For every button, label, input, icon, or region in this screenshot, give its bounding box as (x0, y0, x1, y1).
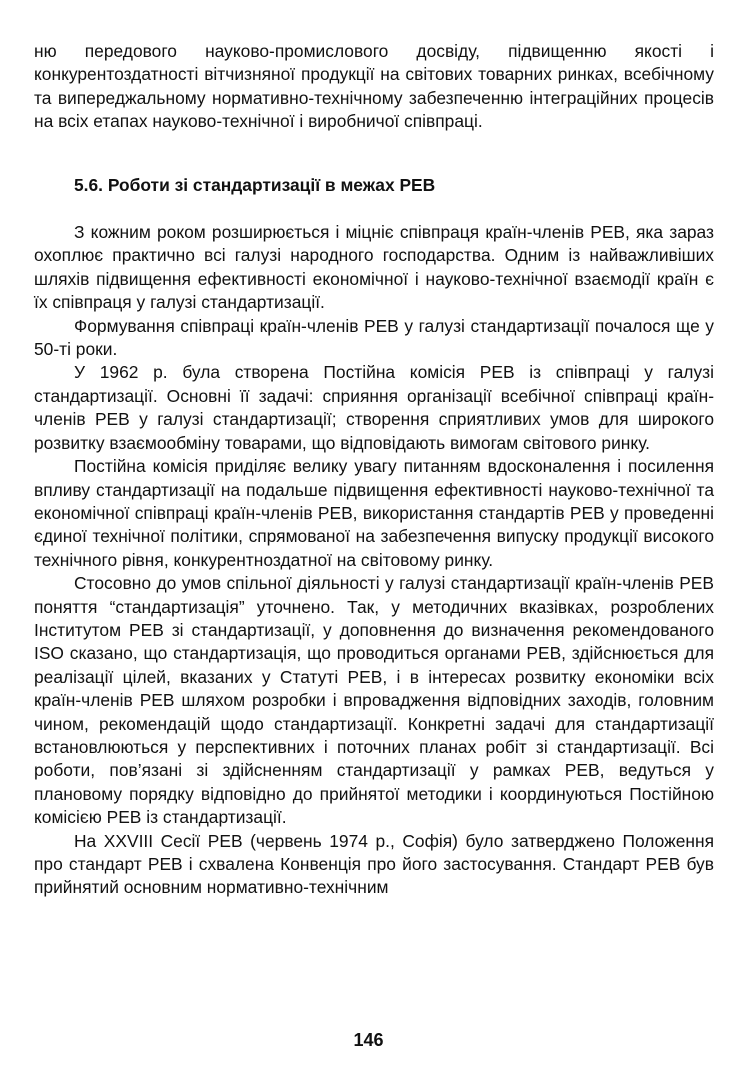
section-title: 5.6. Роботи зі стандартизації в межах РЕВ (74, 174, 436, 195)
text-column (34, 40, 714, 900)
body-paragraph: Постійна комісія приділяє велику увагу питанням вдосконалення і посилення впливу стандартизації на подальше підвищення ефективності науково-технічної та економічної співпраці країн-членів РЕВ, використання стандартів РЕВ у проведенні єдиної технічної політики, спрямованої на забезпечення випуску продукції високого технічного рівня, конкурентноздатної на світовому ринку. (34, 456, 714, 570)
body-paragraph: У 1962 р. була створена Постійна комісія РЕВ із співпраці у галузі стандартизації. Основні її задачі: сприяння організації всебічної співпраці країн-членів РЕВ у галузі стандартизації; створення сприятливих умов для широкого розвитку взаємообміну товарами, що відповідають вимогам світового ринку. (34, 362, 714, 453)
body-paragraph: З кожним роком розширюється і міцніє співпраця країн-членів РЕВ, яка зараз охоплює практично всі галузі народного господарства. Одним із найважливіших шляхів підвищення ефективності економічної і науково-технічної взаємодії країн є їх співпраця у галузі стандартизації. (34, 222, 714, 313)
body-paragraph: Формування співпраці країн-членів РЕВ у галузі стандартизації почалося ще у 50-ті роки. (34, 315, 714, 360)
intro-paragraph: ню передового науково-промислового досвіду, підвищенню якості і конкурентоздатності вітчизняної продукції на світових товарних ринках, всебічному та випереджальному нормативно-технічному забезпеченню інтеграційних процесів на всіх етапах науково-технічної і виробничої співпраці. (34, 41, 714, 132)
body-paragraph: Стосовно до умов спільної діяльності у галузі стандартизації країн-членів РЕВ поняття “стандартизація” уточнено. Так, у методичних вказівках, розроблених Інститутом РЕВ зі стандартизації, у доповнення до визначення рекомендованого ISO сказано, що стандартизація, що проводиться органами РЕВ, здійснюється для реалізації цілей, вказаних у Статуті РЕВ, і в інтересах розвитку економіки всіх країн-членів РЕВ шляхом розробки і впровадження відповідних заходів, головним чином, рекомендацій щодо стандартизації. Конкретні задачі для стандартизації встановлюються у перспективних і поточних планах робіт зі стандартизації. Всі роботи, пов’язані зі здійсненням стандартизації у рамках РЕВ, ведуться у плановому порядку відповідно до прийнятої методики і координуються Постійною комісією РЕВ із стандартизації. (34, 573, 714, 828)
body-paragraph: На XXVIII Сесії РЕВ (червень 1974 р., Софія) було затверджено Положення про стандарт РЕВ і схвалена Конвенція про його застосування. Стандарт РЕВ був прийнятий основним нормативно-технічним (34, 830, 714, 898)
page-number: 146 (353, 1030, 384, 1050)
